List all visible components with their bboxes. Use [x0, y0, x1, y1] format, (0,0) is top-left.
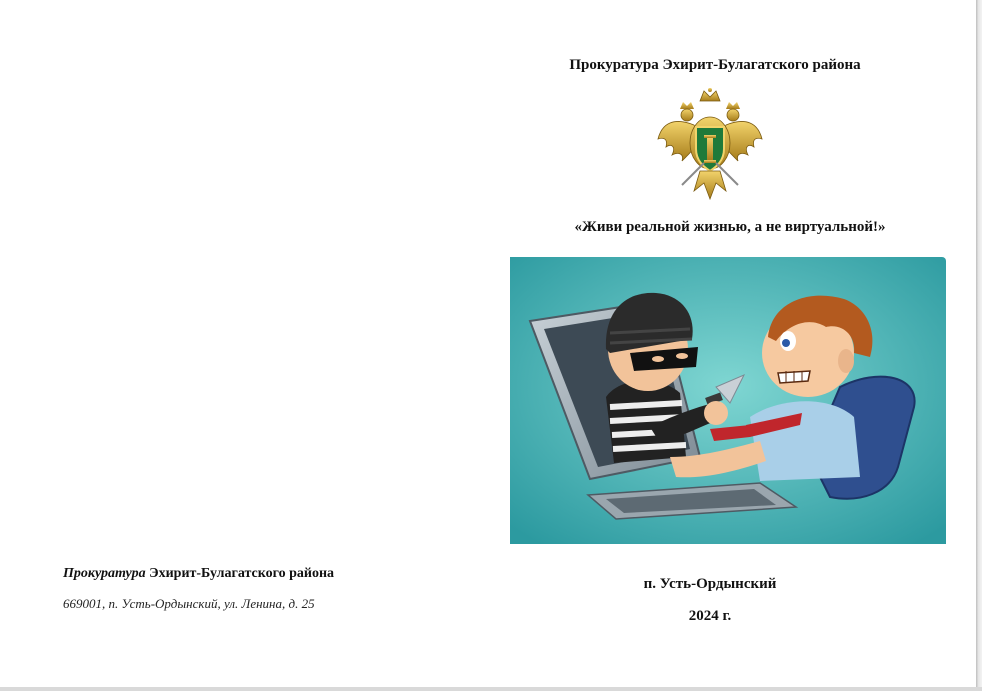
footer-org-prefix: Прокуратура — [63, 566, 146, 581]
prosecutor-emblem-icon — [654, 87, 766, 205]
footer-org-rest: Эхирит-Булагатского района — [145, 566, 335, 581]
publication-year: 2024 г. — [688, 608, 732, 624]
page-right-edge — [976, 0, 982, 691]
motto-title: «Живи реальной жизнью, а не виртуальной!» — [574, 219, 886, 235]
footer-address: 669001, п. Усть-Ордынский, ул. Ленина, д. 25 — [63, 596, 315, 611]
page-bottom-edge — [0, 687, 982, 691]
header-organization: Прокуратура Эхирит-Булагатского района — [569, 57, 861, 73]
cyber-criminal-illustration — [510, 257, 946, 544]
footer-organization — [63, 566, 334, 582]
city-name: п. Усть-Ордынский — [643, 576, 777, 592]
